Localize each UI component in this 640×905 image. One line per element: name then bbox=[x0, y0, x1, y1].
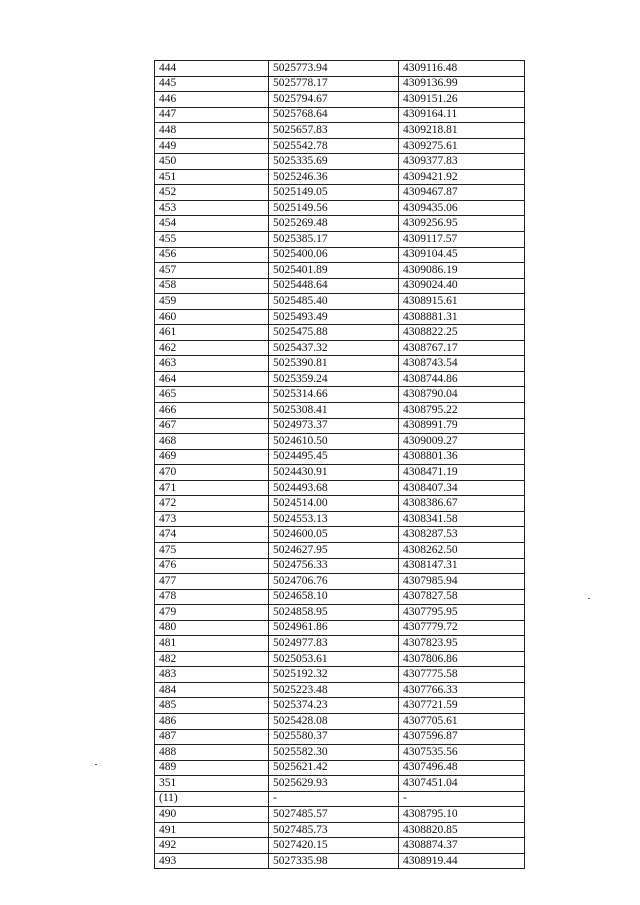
x-coordinate-cell: 5024553.13 bbox=[269, 511, 399, 527]
table-row bbox=[155, 169, 525, 185]
point-number-cell: 461 bbox=[155, 325, 269, 341]
table-row bbox=[155, 263, 525, 279]
x-coordinate-cell: 5025401.89 bbox=[269, 263, 399, 279]
table-row bbox=[155, 325, 525, 341]
table-row bbox=[155, 403, 525, 419]
x-coordinate-cell: 5024973.37 bbox=[269, 418, 399, 434]
y-coordinate-cell: 4307827.58 bbox=[399, 589, 525, 605]
table-row bbox=[155, 387, 525, 403]
x-coordinate-cell: 5024430.91 bbox=[269, 465, 399, 481]
point-number-cell: 466 bbox=[155, 403, 269, 419]
x-coordinate-cell: 5025773.94 bbox=[269, 61, 399, 77]
x-coordinate-cell: 5025657.83 bbox=[269, 123, 399, 139]
point-number-cell: 478 bbox=[155, 589, 269, 605]
point-number-cell: 351 bbox=[155, 776, 269, 792]
point-number-cell: 462 bbox=[155, 340, 269, 356]
x-coordinate-cell: 5025580.37 bbox=[269, 729, 399, 745]
table-row bbox=[155, 853, 525, 869]
table-row bbox=[155, 636, 525, 652]
y-coordinate-cell: 4308881.31 bbox=[399, 309, 525, 325]
table-row bbox=[155, 620, 525, 636]
point-number-cell: 471 bbox=[155, 480, 269, 496]
x-coordinate-cell: 5024627.95 bbox=[269, 542, 399, 558]
coordinates-table-body bbox=[155, 61, 525, 869]
point-number-cell: 458 bbox=[155, 278, 269, 294]
x-coordinate-cell: 5027485.57 bbox=[269, 807, 399, 823]
table-row bbox=[155, 542, 525, 558]
point-number-cell: 446 bbox=[155, 92, 269, 108]
table-row bbox=[155, 340, 525, 356]
point-number-cell: 452 bbox=[155, 185, 269, 201]
x-coordinate-cell: 5024961.86 bbox=[269, 620, 399, 636]
y-coordinate-cell: 4308147.31 bbox=[399, 558, 525, 574]
table-row bbox=[155, 61, 525, 77]
y-coordinate-cell: 4308386.67 bbox=[399, 496, 525, 512]
x-coordinate-cell: 5024658.10 bbox=[269, 589, 399, 605]
point-number-cell: 456 bbox=[155, 247, 269, 263]
point-number-cell: 489 bbox=[155, 760, 269, 776]
x-coordinate-cell: 5025485.40 bbox=[269, 294, 399, 310]
point-number-cell: 483 bbox=[155, 667, 269, 683]
scan-speck bbox=[588, 598, 590, 599]
table-row bbox=[155, 698, 525, 714]
point-number-cell: 480 bbox=[155, 620, 269, 636]
y-coordinate-cell: 4308874.37 bbox=[399, 838, 525, 854]
table-row bbox=[155, 449, 525, 465]
point-number-cell: 447 bbox=[155, 107, 269, 123]
table-row bbox=[155, 92, 525, 108]
y-coordinate-cell: 4307535.56 bbox=[399, 745, 525, 761]
y-coordinate-cell: 4309256.95 bbox=[399, 216, 525, 232]
point-number-cell: 473 bbox=[155, 511, 269, 527]
table-row bbox=[155, 418, 525, 434]
point-number-cell: 488 bbox=[155, 745, 269, 761]
y-coordinate-cell: 4308287.53 bbox=[399, 527, 525, 543]
x-coordinate-cell: 5024493.68 bbox=[269, 480, 399, 496]
table-row bbox=[155, 465, 525, 481]
x-coordinate-cell: 5025374.23 bbox=[269, 698, 399, 714]
y-coordinate-cell: 4307496.48 bbox=[399, 760, 525, 776]
y-coordinate-cell: 4308262.50 bbox=[399, 542, 525, 558]
y-coordinate-cell: 4308991.79 bbox=[399, 418, 525, 434]
x-coordinate-cell: 5025359.24 bbox=[269, 371, 399, 387]
x-coordinate-cell: 5024600.05 bbox=[269, 527, 399, 543]
table-row bbox=[155, 356, 525, 372]
point-number-cell: 492 bbox=[155, 838, 269, 854]
y-coordinate-cell: 4309104.45 bbox=[399, 247, 525, 263]
x-coordinate-cell: 5025223.48 bbox=[269, 682, 399, 698]
table-row bbox=[155, 527, 525, 543]
table-row bbox=[155, 278, 525, 294]
x-coordinate-cell: 5024706.76 bbox=[269, 574, 399, 590]
y-coordinate-cell: 4307985.94 bbox=[399, 574, 525, 590]
point-number-cell: 472 bbox=[155, 496, 269, 512]
point-number-cell: 457 bbox=[155, 263, 269, 279]
y-coordinate-cell: 4309116.48 bbox=[399, 61, 525, 77]
point-number-cell: 469 bbox=[155, 449, 269, 465]
table-row bbox=[155, 589, 525, 605]
x-coordinate-cell: 5025448.64 bbox=[269, 278, 399, 294]
y-coordinate-cell: 4308795.22 bbox=[399, 403, 525, 419]
table-row bbox=[155, 713, 525, 729]
point-number-cell: 449 bbox=[155, 138, 269, 154]
y-coordinate-cell: 4309151.26 bbox=[399, 92, 525, 108]
x-coordinate-cell: 5025629.93 bbox=[269, 776, 399, 792]
table-row bbox=[155, 294, 525, 310]
table-row bbox=[155, 480, 525, 496]
x-coordinate-cell: 5025794.67 bbox=[269, 92, 399, 108]
point-number-cell: 487 bbox=[155, 729, 269, 745]
x-coordinate-cell: 5025778.17 bbox=[269, 76, 399, 92]
y-coordinate-cell: 4308471.19 bbox=[399, 465, 525, 481]
y-coordinate-cell: 4307806.86 bbox=[399, 651, 525, 667]
point-number-cell: 468 bbox=[155, 434, 269, 450]
x-coordinate-cell: 5025475.88 bbox=[269, 325, 399, 341]
y-coordinate-cell: 4308341.58 bbox=[399, 511, 525, 527]
point-number-cell: 474 bbox=[155, 527, 269, 543]
x-coordinate-cell: 5025437.32 bbox=[269, 340, 399, 356]
y-coordinate-cell: 4309275.61 bbox=[399, 138, 525, 154]
point-number-cell: 459 bbox=[155, 294, 269, 310]
table-row bbox=[155, 154, 525, 170]
y-coordinate-cell: 4307766.33 bbox=[399, 682, 525, 698]
point-number-cell: 484 bbox=[155, 682, 269, 698]
scan-speck bbox=[95, 764, 97, 765]
x-coordinate-cell: 5025542.78 bbox=[269, 138, 399, 154]
y-coordinate-cell: 4309435.06 bbox=[399, 200, 525, 216]
x-coordinate-cell: 5024858.95 bbox=[269, 605, 399, 621]
y-coordinate-cell: 4309136.99 bbox=[399, 76, 525, 92]
point-number-cell: 490 bbox=[155, 807, 269, 823]
point-number-cell: 444 bbox=[155, 61, 269, 77]
y-coordinate-cell: 4309377.83 bbox=[399, 154, 525, 170]
x-coordinate-cell: - bbox=[269, 791, 399, 807]
table-row bbox=[155, 838, 525, 854]
table-row bbox=[155, 511, 525, 527]
table-row bbox=[155, 745, 525, 761]
table-row bbox=[155, 605, 525, 621]
table-row bbox=[155, 138, 525, 154]
table-row bbox=[155, 232, 525, 248]
y-coordinate-cell: 4308801.36 bbox=[399, 449, 525, 465]
x-coordinate-cell: 5025192.32 bbox=[269, 667, 399, 683]
point-number-cell: 454 bbox=[155, 216, 269, 232]
point-number-cell: 476 bbox=[155, 558, 269, 574]
table-row bbox=[155, 558, 525, 574]
table-row bbox=[155, 247, 525, 263]
x-coordinate-cell: 5024756.33 bbox=[269, 558, 399, 574]
x-coordinate-cell: 5024495.45 bbox=[269, 449, 399, 465]
point-number-cell: 460 bbox=[155, 309, 269, 325]
y-coordinate-cell: 4307451.04 bbox=[399, 776, 525, 792]
y-coordinate-cell: 4309218.81 bbox=[399, 123, 525, 139]
x-coordinate-cell: 5025768.64 bbox=[269, 107, 399, 123]
coordinates-table bbox=[154, 60, 525, 869]
y-coordinate-cell: 4308820.85 bbox=[399, 822, 525, 838]
table-row bbox=[155, 574, 525, 590]
y-coordinate-cell: 4308407.34 bbox=[399, 480, 525, 496]
y-coordinate-cell: 4308767.17 bbox=[399, 340, 525, 356]
y-coordinate-cell: 4309009.27 bbox=[399, 434, 525, 450]
x-coordinate-cell: 5025400.06 bbox=[269, 247, 399, 263]
point-number-cell: 465 bbox=[155, 387, 269, 403]
x-coordinate-cell: 5025149.05 bbox=[269, 185, 399, 201]
table-row bbox=[155, 200, 525, 216]
point-number-cell: 493 bbox=[155, 853, 269, 869]
table-row bbox=[155, 760, 525, 776]
table-row bbox=[155, 309, 525, 325]
table-row bbox=[155, 776, 525, 792]
y-coordinate-cell: 4307596.87 bbox=[399, 729, 525, 745]
point-number-cell: 479 bbox=[155, 605, 269, 621]
point-number-cell: 491 bbox=[155, 822, 269, 838]
x-coordinate-cell: 5025246.36 bbox=[269, 169, 399, 185]
table-row bbox=[155, 185, 525, 201]
table-row bbox=[155, 651, 525, 667]
table-row bbox=[155, 729, 525, 745]
table-row bbox=[155, 822, 525, 838]
x-coordinate-cell: 5024610.50 bbox=[269, 434, 399, 450]
point-number-cell: 481 bbox=[155, 636, 269, 652]
table-row bbox=[155, 807, 525, 823]
table-row bbox=[155, 667, 525, 683]
x-coordinate-cell: 5027335.98 bbox=[269, 853, 399, 869]
point-number-cell: 475 bbox=[155, 542, 269, 558]
y-coordinate-cell: - bbox=[399, 791, 525, 807]
x-coordinate-cell: 5025390.81 bbox=[269, 356, 399, 372]
y-coordinate-cell: 4308822.25 bbox=[399, 325, 525, 341]
point-number-cell: 470 bbox=[155, 465, 269, 481]
y-coordinate-cell: 4308744.86 bbox=[399, 371, 525, 387]
y-coordinate-cell: 4309086.19 bbox=[399, 263, 525, 279]
point-number-cell: 485 bbox=[155, 698, 269, 714]
x-coordinate-cell: 5024514.00 bbox=[269, 496, 399, 512]
x-coordinate-cell: 5024977.83 bbox=[269, 636, 399, 652]
y-coordinate-cell: 4308795.10 bbox=[399, 807, 525, 823]
point-number-cell: (11) bbox=[155, 791, 269, 807]
y-coordinate-cell: 4307705.61 bbox=[399, 713, 525, 729]
point-number-cell: 451 bbox=[155, 169, 269, 185]
y-coordinate-cell: 4309024.40 bbox=[399, 278, 525, 294]
point-number-cell: 464 bbox=[155, 371, 269, 387]
x-coordinate-cell: 5025385.17 bbox=[269, 232, 399, 248]
table-row bbox=[155, 76, 525, 92]
x-coordinate-cell: 5027420.15 bbox=[269, 838, 399, 854]
point-number-cell: 477 bbox=[155, 574, 269, 590]
point-number-cell: 453 bbox=[155, 200, 269, 216]
point-number-cell: 448 bbox=[155, 123, 269, 139]
y-coordinate-cell: 4308915.61 bbox=[399, 294, 525, 310]
x-coordinate-cell: 5025582.30 bbox=[269, 745, 399, 761]
y-coordinate-cell: 4307721.59 bbox=[399, 698, 525, 714]
x-coordinate-cell: 5027485.73 bbox=[269, 822, 399, 838]
table-row bbox=[155, 123, 525, 139]
point-number-cell: 445 bbox=[155, 76, 269, 92]
x-coordinate-cell: 5025314.66 bbox=[269, 387, 399, 403]
point-number-cell: 455 bbox=[155, 232, 269, 248]
y-coordinate-cell: 4308743.54 bbox=[399, 356, 525, 372]
table-row bbox=[155, 216, 525, 232]
y-coordinate-cell: 4309467.87 bbox=[399, 185, 525, 201]
y-coordinate-cell: 4307775.58 bbox=[399, 667, 525, 683]
table-row bbox=[155, 791, 525, 807]
y-coordinate-cell: 4308790.04 bbox=[399, 387, 525, 403]
table-row bbox=[155, 434, 525, 450]
y-coordinate-cell: 4307779.72 bbox=[399, 620, 525, 636]
x-coordinate-cell: 5025053.61 bbox=[269, 651, 399, 667]
table-row bbox=[155, 107, 525, 123]
y-coordinate-cell: 4309117.57 bbox=[399, 232, 525, 248]
x-coordinate-cell: 5025308.41 bbox=[269, 403, 399, 419]
point-number-cell: 450 bbox=[155, 154, 269, 170]
x-coordinate-cell: 5025493.49 bbox=[269, 309, 399, 325]
y-coordinate-cell: 4307823.95 bbox=[399, 636, 525, 652]
point-number-cell: 482 bbox=[155, 651, 269, 667]
table-row bbox=[155, 371, 525, 387]
y-coordinate-cell: 4308919.44 bbox=[399, 853, 525, 869]
x-coordinate-cell: 5025621.42 bbox=[269, 760, 399, 776]
point-number-cell: 486 bbox=[155, 713, 269, 729]
y-coordinate-cell: 4309421.92 bbox=[399, 169, 525, 185]
point-number-cell: 467 bbox=[155, 418, 269, 434]
x-coordinate-cell: 5025335.69 bbox=[269, 154, 399, 170]
table-row bbox=[155, 496, 525, 512]
x-coordinate-cell: 5025149.56 bbox=[269, 200, 399, 216]
x-coordinate-cell: 5025428.08 bbox=[269, 713, 399, 729]
y-coordinate-cell: 4307795.95 bbox=[399, 605, 525, 621]
x-coordinate-cell: 5025269.48 bbox=[269, 216, 399, 232]
y-coordinate-cell: 4309164.11 bbox=[399, 107, 525, 123]
point-number-cell: 463 bbox=[155, 356, 269, 372]
table-row bbox=[155, 682, 525, 698]
